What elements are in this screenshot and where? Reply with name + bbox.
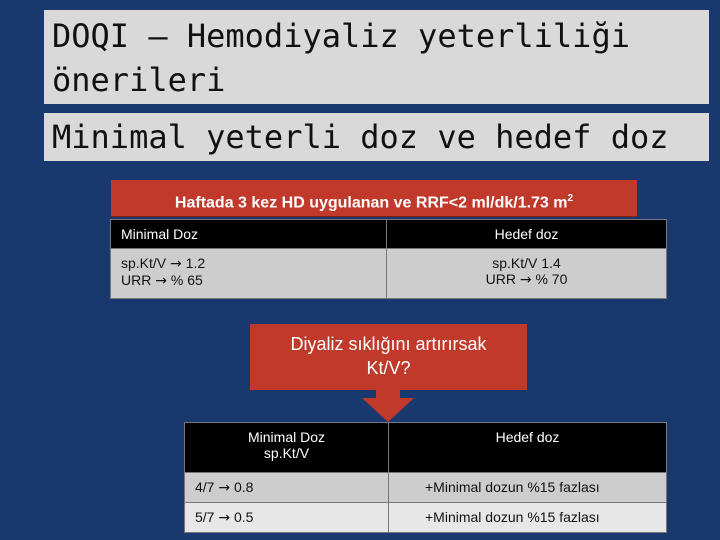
down-arrow-icon (362, 388, 414, 422)
slide-subtitle: Minimal yeterli doz ve hedef doz (44, 113, 709, 161)
callout-line-2: Kt/V? (366, 358, 411, 378)
arrow-right-icon: → (218, 480, 231, 496)
frequency-table (184, 422, 667, 533)
header-hedef-doz: Hedef doz (387, 220, 667, 249)
minimal-urr-value: % 65 (166, 272, 203, 288)
hedef-urr-label: URR (485, 271, 520, 287)
minimal-urr-line (121, 272, 376, 289)
criteria-banner (111, 180, 637, 217)
callout-line-1: Diyaliz sıklığını artırırsak (290, 334, 487, 354)
row-5-7-left (185, 503, 389, 533)
header-minimal-doz-ktv (185, 423, 389, 473)
row-5-7-value: 0.5 (230, 509, 254, 525)
header-ktv-line: sp.Kt/V (263, 445, 310, 461)
row-5-7-right: +Minimal dozun %15 fazlası (389, 503, 667, 533)
row-4-7-left (185, 473, 389, 503)
header-hedef-doz-2: Hedef doz (389, 423, 667, 473)
minimal-ktv-label: sp.Kt/V (121, 255, 171, 271)
row-4-7-value: 0.8 (230, 479, 254, 495)
row-4-7-freq: 4/7 (195, 479, 219, 495)
minimal-ktv-value: 1.2 (181, 255, 206, 271)
banner-superscript: 2 (567, 193, 574, 204)
minimal-ktv-line (121, 255, 376, 272)
banner-text: Haftada 3 kez HD uygulanan ve RRF<2 ml/dk/1.73 m (174, 194, 568, 212)
arrow-right-icon: → (155, 273, 167, 289)
header-minimal-doz: Minimal Doz (111, 220, 387, 249)
row-5-7-freq: 5/7 (195, 509, 219, 525)
slide-title: DOQI – Hemodiyaliz yeterliliği önerileri (44, 10, 709, 104)
header-minimal-doz-line: Minimal Doz (247, 429, 325, 445)
hedef-urr-value: % 70 (531, 271, 568, 287)
arrow-right-icon: → (519, 272, 532, 288)
hedef-ktv-line: sp.Kt/V 1.4 (492, 255, 561, 271)
arrow-right-icon: → (218, 510, 231, 526)
minimal-urr-label: URR (121, 272, 156, 288)
arrow-right-icon: → (170, 256, 182, 272)
cell-hedef-values (387, 249, 667, 299)
cell-minimal-values (111, 249, 387, 299)
dose-table (110, 219, 667, 299)
question-callout (250, 324, 527, 390)
hedef-urr-line (395, 271, 658, 288)
row-4-7-right: +Minimal dozun %15 fazlası (389, 473, 667, 503)
